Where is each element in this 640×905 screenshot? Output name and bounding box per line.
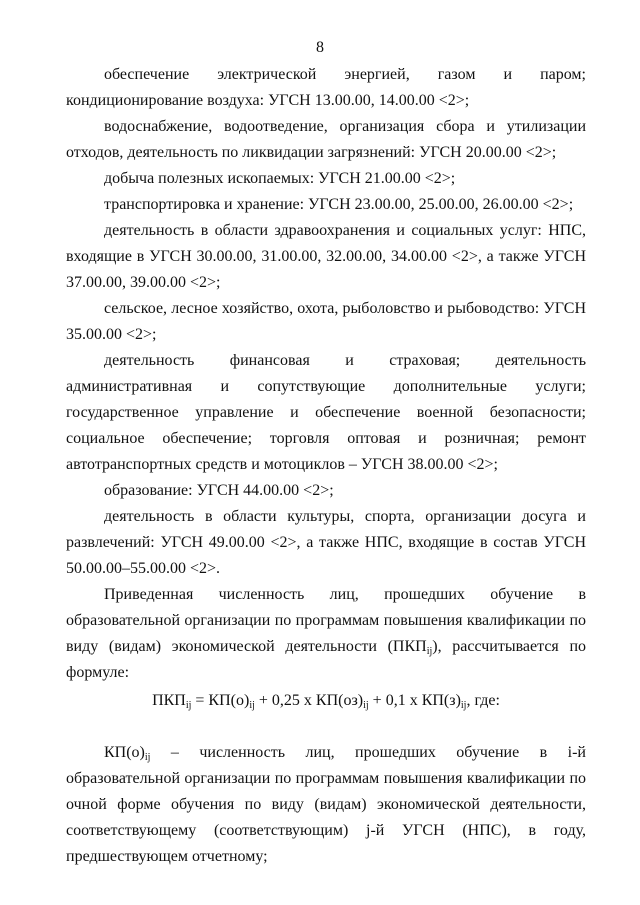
formula-intro-text: Приведенная численность лиц, прошедших обучение в образовательной организации по программам повышения квалификации по виду (видам) экономической деятельности (ПКП xyxy=(66,586,586,655)
formula-lhs: ПКП xyxy=(152,692,186,709)
formula-term-3-sub: ij xyxy=(460,700,467,711)
formula-term-3: + 0,1 х КП(з) xyxy=(368,692,461,709)
paragraph-finance: деятельность финансовая и страховая; деятельность административная и сопутствующие дополнительные услуги; государственное управление и обеспечение военной безопасности; социальное обеспечение; торговля оптовая и розничная; ремонт автотранспортных средств и мотоциклов – УГСН 38.00.00 <2>; xyxy=(66,352,586,473)
paragraph-culture: деятельность в области культуры, спорта, организации досуга и развлечений: УГСН 49.00.00 <2>, а также НПС, входящие в состав УГСН 50.00.00–55.00.00 <2>. xyxy=(66,508,586,577)
formula-lhs-sub: ij xyxy=(185,700,192,711)
formula-term-1-sub: ij xyxy=(249,700,255,711)
paragraph-education: образование: УГСН 44.00.00 <2>; xyxy=(104,482,334,499)
definition-term: КП(о) xyxy=(104,744,145,761)
definition-term-sub: ij xyxy=(144,752,151,763)
paragraph-transport: транспортировка и хранение: УГСН 23.00.00, 25.00.00, 26.00.00 <2>; xyxy=(104,196,574,213)
paragraph-agriculture: сельское, лесное хозяйство, охота, рыболовство и рыбоводство: УГСН 35.00.00 <2>; xyxy=(66,300,586,343)
formula-intro-tail: ), рассчитывается по формуле: xyxy=(66,638,587,681)
paragraph-definition xyxy=(66,740,586,870)
paragraph-water: водоснабжение, водоотведение, организация сбора и утилизации отходов, деятельность по ликвидации загрязнений: УГСН 20.00.00 <2>; xyxy=(66,118,586,161)
paragraph-mining: добыча полезных ископаемых: УГСН 21.00.00 <2>; xyxy=(104,170,456,187)
paragraph-formula-intro xyxy=(66,582,586,686)
formula-term-2: + 0,25 х КП(оз) xyxy=(254,692,364,709)
formula-tail: , где: xyxy=(466,692,500,709)
formula xyxy=(66,688,586,714)
page-number: 8 xyxy=(316,39,324,56)
paragraph-healthcare: деятельность в области здравоохранения и социальных услуг: НПС, входящие в УГСН 30.00.00, 31.00.00, 32.00.00, 34.00.00 <2>, а также УГСН 37.00.00, 39.00.00 <2>; xyxy=(66,222,586,291)
paragraph-electricity: обеспечение электрической энергией, газом и паром; кондиционирование воздуха: УГСН 13.00.00, 14.00.00 <2>; xyxy=(66,66,586,109)
formula-term-1: = КП(о) xyxy=(191,692,250,709)
subscript-ij: ij xyxy=(426,646,433,657)
definition-text: – численность лиц, прошедших обучение в i-й образовательной организации по программам повышения квалификации по очной форме обучения по виду (видам) экономической деятельности, соответствующему (соответствующим) j-й УГСН (НПС), в году, предшествующем отчетному; xyxy=(66,744,586,865)
formula-term-2-sub: ij xyxy=(363,700,369,711)
